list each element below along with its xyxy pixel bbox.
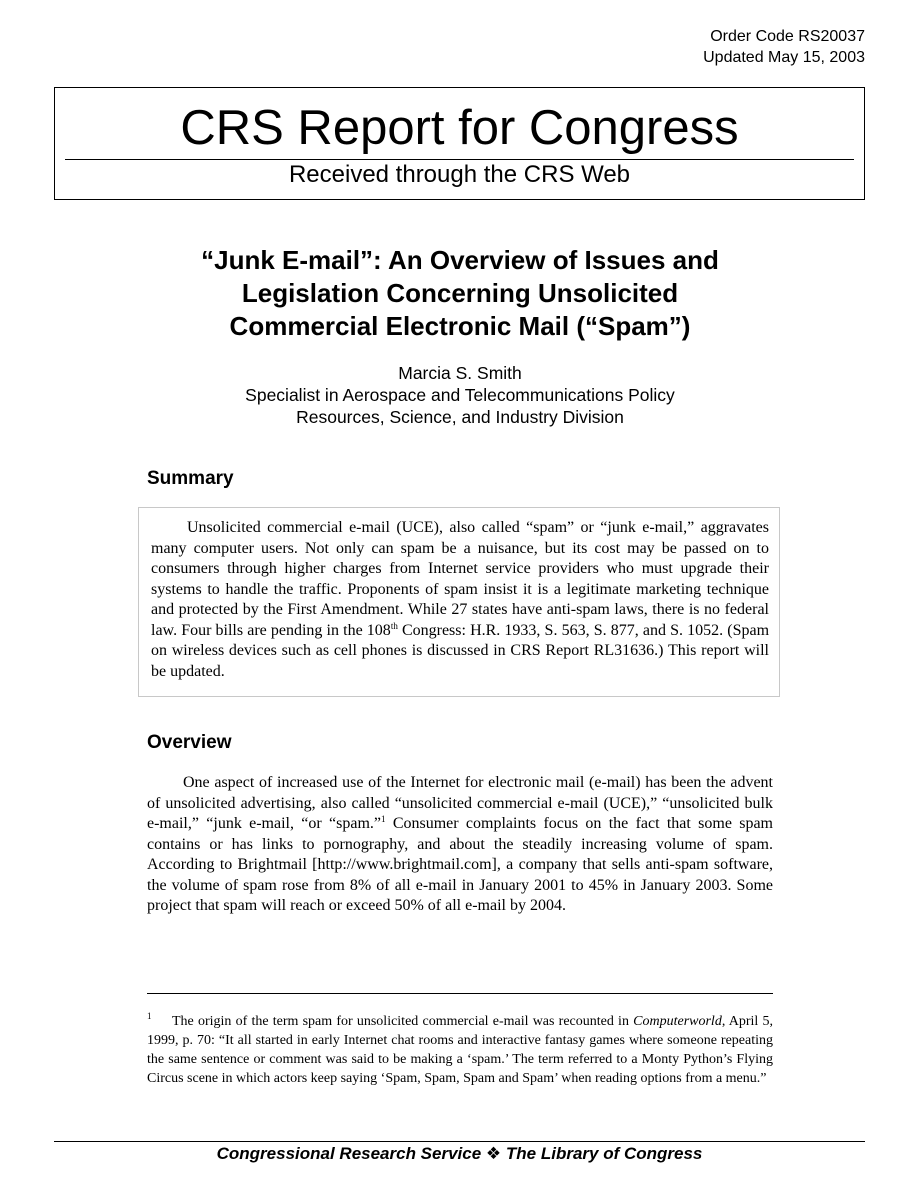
footnote-ref[interactable]: 1: [381, 814, 386, 824]
overview-text: [147, 773, 773, 917]
footnote-body-cont: , April 5, 1999, p. 70: “It all started in early Internet chat rooms and interactive fantasy games where someone repeating the same sentence or comment was said to be making a ‘spam.’ The term referred to a Monty Python’s Flying Circus scene in which actors keep saying ‘Spam, Spam, Spam and Spam’ when reading options from a menu.”: [147, 1014, 773, 1086]
banner-divider: [65, 159, 854, 160]
overview-body: One aspect of increased use of the Internet for electronic mail (e-mail) has been the advent of unsolicited advertising, also called “unsolicited commercial e-mail (UCE),” “unsolicited bulk e-mail,” “junk e-mail, “or “spam.”: [147, 774, 773, 832]
footnote-divider: [147, 993, 773, 994]
author-title: Specialist in Aerospace and Telecommunications Policy: [245, 385, 675, 405]
title-line: Legislation Concerning Unsolicited: [241, 278, 679, 308]
author-division: Resources, Science, and Industry Division: [296, 407, 624, 427]
summary-body: Unsolicited commercial e-mail (UCE), also called “spam” or “junk e-mail,” aggravates many computer users. Not only can spam be a nuisance, but its cost may be passed on to consumers through higher charges from Internet service providers who must upgrade their systems to handle the traffic. Proponents of spam insist it is a legitimate marketing technique and protected by the First Amendment. While 27 states have anti-spam laws, there is no federal law. Four bills are pending in the 108: [151, 519, 769, 639]
footnote: $^1$ The origin of the term spam for unsolicited commercial e-mail was recounted in Computerworld, April 5, 1999, p. 70: “It all started in early Internet chat rooms and interactive fantasy games where someone repeating the same sentence or comment was said to be making a ‘spam.’ The term referred to a Monty Python’s Flying Circus scene in which actors keep saying ‘Spam, Spam, Spam and Spam’ when reading options from a menu.”: [147, 1011, 773, 1086]
overview-body-cont: Consumer complaints focus on the fact that some spam contains or has links to pornography, and about the steadily increasing volume of spam. According to Brightmail [http://www.brightmail.com], a company that sells anti-spam software, the volume of spam rose from 8% of all e-mail in January 2001 to 45% in January 2003. Some project that spam will reach or exceed 50% of all e-mail by 2004.: [147, 815, 774, 914]
footnote-body: The origin of the term spam for unsolicited commercial e-mail was recounted in: [172, 1014, 634, 1029]
banner-subtitle: Received through the CRS Web: [288, 161, 631, 188]
footer-crs: Congressional Research Service: [216, 1144, 482, 1163]
diamond-separator-icon: ❖: [485, 1144, 502, 1163]
author-block: [100, 362, 820, 428]
publication-name: Computerworld: [633, 1014, 722, 1029]
updated-date: Updated May 15, 2003: [703, 49, 865, 66]
page-footer: [54, 1143, 865, 1165]
footer-loc: The Library of Congress: [505, 1144, 703, 1163]
banner-title: CRS Report for Congress: [180, 101, 739, 155]
title-line: Commercial Electronic Mail (“Spam”): [229, 311, 691, 341]
overview-heading: Overview: [147, 732, 232, 753]
summary-heading: Summary: [147, 468, 234, 489]
document-title: [100, 244, 820, 343]
summary-text: [151, 518, 769, 682]
order-code: Order Code RS20037: [710, 28, 865, 45]
report-banner: [54, 87, 865, 200]
title-line: “Junk E-mail”: An Overview of Issues and: [201, 245, 719, 275]
author-name: Marcia S. Smith: [398, 363, 522, 383]
summary-body-cont: Congress: H.R. 1933, S. 563, S. 877, and S. 1052. (Spam on wireless devices such as cell phones is discussed in CRS Report RL31636.) This report will be updated.: [151, 621, 770, 680]
footer-divider: [54, 1141, 865, 1142]
ordinal-suffix: th: [390, 620, 398, 631]
order-info: [703, 26, 865, 68]
